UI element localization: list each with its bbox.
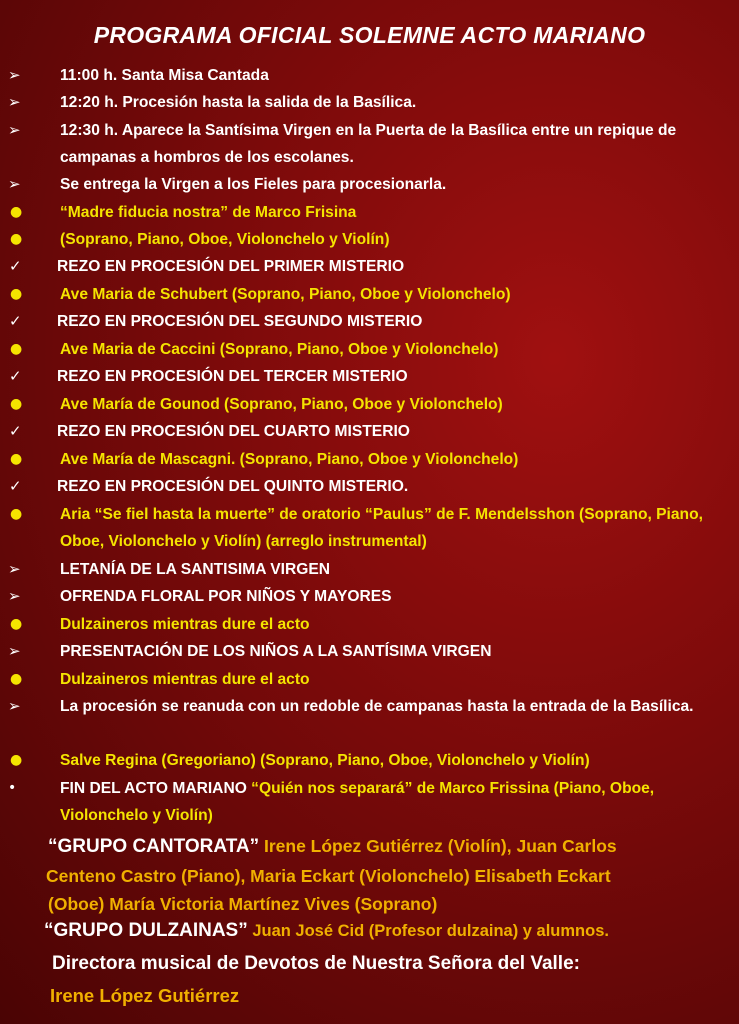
- arrow-bullet-icon: ➢: [8, 93, 21, 111]
- list-item-text: Dulzaineros mientras dure el acto: [60, 671, 310, 688]
- list-item-text: [60, 775, 720, 830]
- list-item-text: 12:30 h. Aparece la Santísima Virgen en la Puerta de la Basílica entre un repique de campanas a hombros de los escolanes.: [60, 122, 677, 167]
- arrow-bullet-icon: ➢: [8, 560, 21, 578]
- arrow-bullet-icon: ➢: [8, 587, 21, 605]
- checkmark-icon: ✓: [9, 312, 22, 330]
- arrow-bullet-icon: ➢: [8, 121, 21, 139]
- list-item-text: 12:20 h. Procesión hasta la salida de la Basílica.: [60, 94, 417, 111]
- list-item-text: Aria “Se fiel hasta la muerte” de oratorio “Paulus” de F. Mendelsshon (Soprano, Piano, Oboe, Violonchelo y Violín) (arreglo instrumental): [60, 506, 703, 551]
- list-item-text: Salve Regina (Gregoriano) (Soprano, Piano, Oboe, Violonchelo y Violín): [60, 752, 590, 769]
- arrow-bullet-icon: ➢: [8, 642, 21, 660]
- checkmark-icon: ✓: [9, 257, 22, 275]
- dot-bullet-icon: ●: [10, 231, 23, 247]
- checkmark-icon: ✓: [9, 477, 22, 495]
- list-item-text: REZO EN PROCESIÓN DEL CUARTO MISTERIO: [57, 423, 410, 440]
- dot-bullet-icon: ●: [10, 752, 23, 768]
- list-item-text: REZO EN PROCESIÓN DEL PRIMER MISTERIO: [57, 258, 405, 275]
- list-item-text: Ave Maria de Schubert (Soprano, Piano, Oboe y Violonchelo): [60, 286, 511, 303]
- arrow-bullet-icon: ➢: [8, 697, 21, 715]
- dot-bullet-icon: ●: [10, 286, 23, 302]
- list-item-text: Ave María de Mascagni. (Soprano, Piano, Oboe y Violonchelo): [60, 451, 519, 468]
- list-item-text: La procesión se reanuda con un redoble de campanas hasta la entrada de la Basílica.: [60, 698, 694, 715]
- dot-bullet-icon: ●: [10, 396, 23, 412]
- dot-bullet-icon: ●: [10, 204, 23, 220]
- dot-bullet-icon: ●: [10, 506, 23, 522]
- grupo-dulzainas-members: Juan José Cid (Profesor dulzaina) y alumnos.: [247, 922, 609, 940]
- directora-label: Directora musical de Devotos de Nuestra Señora del Valle:: [52, 953, 580, 974]
- program-title: PROGRAMA OFICIAL SOLEMNE ACTO MARIANO: [93, 22, 646, 48]
- dot-bullet-icon: •: [8, 780, 17, 796]
- list-item-text: REZO EN PROCESIÓN DEL TERCER MISTERIO: [57, 368, 408, 385]
- list-item-text: REZO EN PROCESIÓN DEL QUINTO MISTERIO.: [57, 478, 409, 495]
- list-item-text-white: FIN DEL ACTO MARIANO: [60, 780, 252, 797]
- list-item-text: Dulzaineros mientras dure el acto: [60, 616, 310, 633]
- list-item-text: PRESENTACIÓN DE LOS NIÑOS A LA SANTÍSIMA VIRGEN: [60, 643, 492, 660]
- dot-bullet-icon: ●: [10, 671, 23, 687]
- grupo-cantorata-line-1: [48, 836, 617, 858]
- checkmark-icon: ✓: [9, 422, 22, 440]
- grupo-cantorata-members-2: Centeno Castro (Piano), Maria Eckart (Violonchelo) Elisabeth Eckart: [46, 866, 611, 886]
- list-item-text: (Soprano, Piano, Oboe, Violonchelo y Violín): [60, 231, 390, 248]
- grupo-dulzainas-line: [44, 920, 609, 942]
- list-item-text: 11:00 h. Santa Misa Cantada: [60, 67, 269, 84]
- directora-name: Irene López Gutiérrez: [50, 985, 240, 1006]
- grupo-cantorata-label: “GRUPO CANTORATA”: [48, 836, 260, 857]
- dot-bullet-icon: ●: [10, 451, 23, 467]
- dot-bullet-icon: ●: [10, 341, 23, 357]
- list-item-text: LETANÍA DE LA SANTISIMA VIRGEN: [60, 561, 331, 578]
- grupo-cantorata-members-3: (Oboe) María Victoria Martínez Vives (Soprano): [48, 894, 438, 914]
- grupo-dulzainas-label: “GRUPO DULZAINAS”: [44, 920, 248, 941]
- list-item-text: “Madre fiducia nostra” de Marco Frisina: [60, 204, 357, 221]
- grupo-cantorata-members-1: Irene López Gutiérrez (Violín), Juan Carlos: [259, 836, 617, 856]
- list-item-text: REZO EN PROCESIÓN DEL SEGUNDO MISTERIO: [57, 313, 423, 330]
- list-item-text: Ave Maria de Caccini (Soprano, Piano, Oboe y Violonchelo): [60, 341, 499, 358]
- arrow-bullet-icon: ➢: [8, 175, 21, 193]
- checkmark-icon: ✓: [9, 367, 22, 385]
- dot-bullet-icon: ●: [10, 616, 23, 632]
- list-item-text: Ave María de Gounod (Soprano, Piano, Oboe y Violonchelo): [60, 396, 503, 413]
- list-item-text-yellow: “Quién nos separará” de Marco Frissina (Piano, Oboe, Violonchelo y Violín): [60, 780, 655, 825]
- arrow-bullet-icon: ➢: [8, 66, 21, 84]
- list-item-text: Se entrega la Virgen a los Fieles para procesionarla.: [60, 176, 447, 193]
- list-item-text: OFRENDA FLORAL POR NIÑOS Y MAYORES: [60, 588, 392, 605]
